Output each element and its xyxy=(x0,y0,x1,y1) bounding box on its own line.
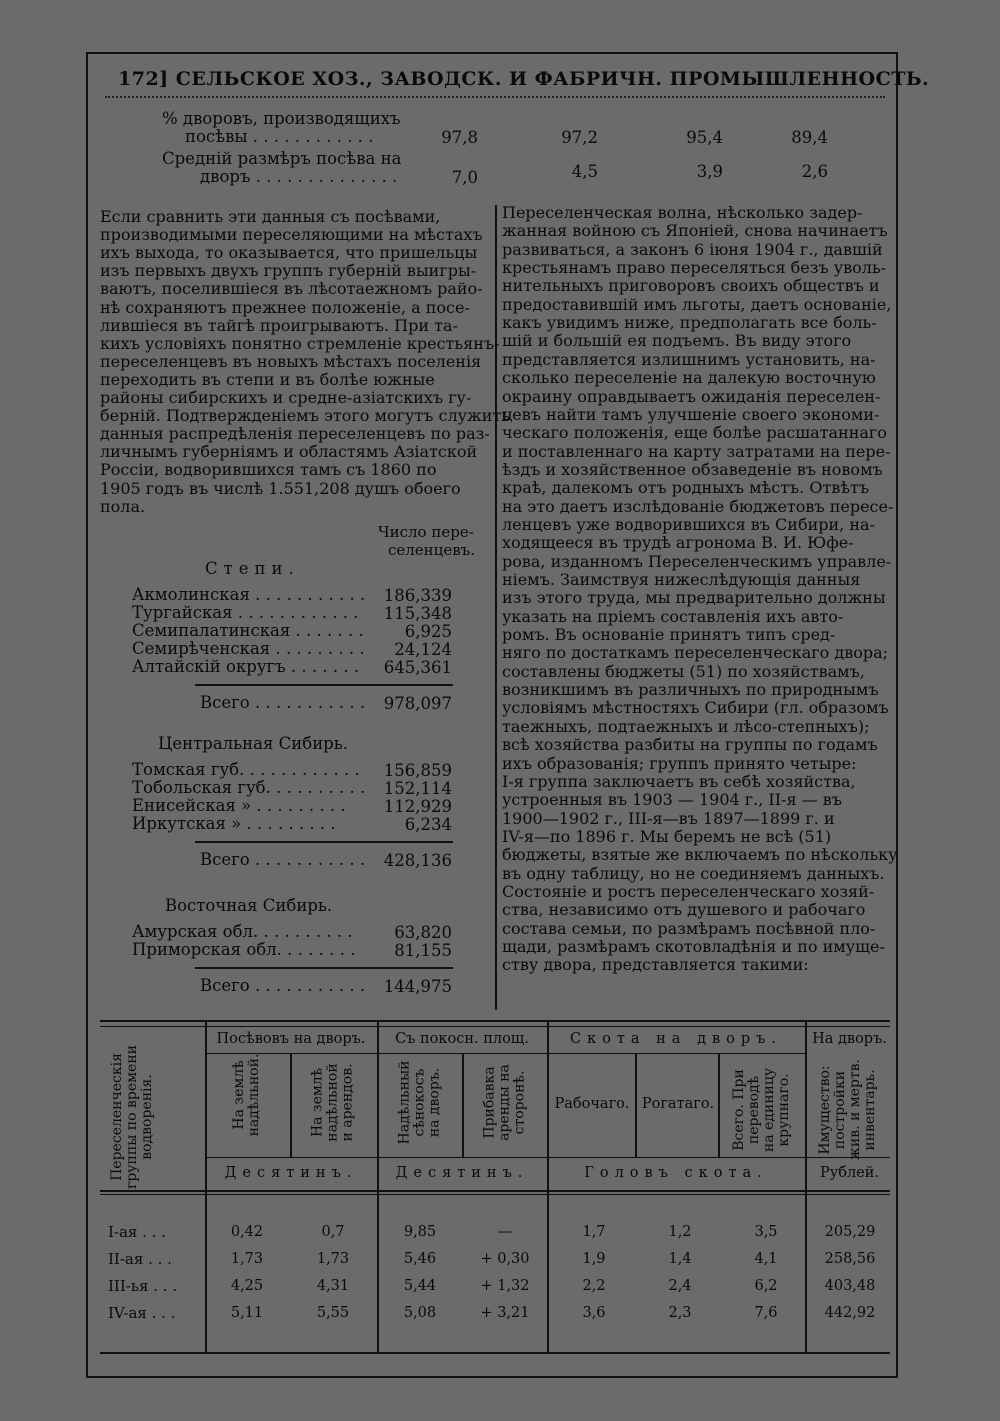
paragraph-line: бюджеты, взятые же включаемъ по нѣскольку xyxy=(502,845,898,865)
table-row-group: I-ая . . . xyxy=(108,1223,167,1241)
paragraph-line: переселенцевъ въ новыхъ мѣстахъ поселенія xyxy=(100,351,482,371)
region-name: Акмолинская . . . . . . . . . . . xyxy=(132,585,366,604)
paragraph-line: и поставленнаго на карту затратами на пере- xyxy=(502,441,891,461)
region-name: Амурская обл. . . . . . . . . . xyxy=(132,922,353,941)
table-cell: 2,3 xyxy=(668,1305,692,1321)
table-cell: 0,7 xyxy=(321,1224,345,1240)
table-cell: 3,5 xyxy=(754,1224,778,1240)
table-vrule xyxy=(290,1053,292,1157)
table-cell: + 3,21 xyxy=(480,1305,530,1321)
column-head xyxy=(311,1053,356,1153)
top-row-value: 7,0 xyxy=(451,168,478,187)
total-value: 978,097 xyxy=(383,694,452,713)
table-row-group: III-ья . . . xyxy=(108,1277,178,1295)
paragraph-line: краѣ, далекомъ отъ родныхъ мѣстъ. Отвѣтъ xyxy=(502,478,870,498)
column-head-line: и арендов. xyxy=(339,1063,356,1142)
stub-head: Переселенческія группы по времени водворенія. xyxy=(109,1045,155,1189)
column-head xyxy=(483,1053,528,1153)
table-cell: + 0,30 xyxy=(480,1251,530,1267)
table-cell: 403,48 xyxy=(824,1278,876,1294)
total-label: Всего . . . . . . . . . . . xyxy=(200,976,366,995)
top-row-label: посѣвы . . . . . . . . . . . . xyxy=(185,127,374,146)
table-vrule xyxy=(377,1022,379,1352)
column-head-line: Прибавка xyxy=(481,1066,498,1139)
top-row-value: 4,5 xyxy=(571,162,598,181)
paragraph-line: Если сравнить эти данныя съ посѣвами, xyxy=(100,207,441,226)
paragraph-line: изъ первыхъ двухъ группъ губерній выигры- xyxy=(100,261,477,281)
table-cell: 5,11 xyxy=(230,1305,264,1321)
region-name: Приморская обл. . . . . . . . xyxy=(132,940,356,959)
column-head-line: переводѣ xyxy=(746,1075,762,1145)
paragraph-line: пола. xyxy=(100,496,146,516)
table-cell: 9,85 xyxy=(403,1224,437,1240)
total-rule xyxy=(195,967,453,969)
column-head xyxy=(398,1053,443,1153)
running-header xyxy=(88,60,930,98)
paragraph-line: ѣздъ и хозяйственное обзаведеніе въ новомъ xyxy=(502,459,883,479)
paragraph-line: развиваться, а законъ 6 іюня 1904 г., давшій xyxy=(502,239,883,259)
paragraph-line: рова, изданномъ Переселенческимъ управле- xyxy=(502,551,892,571)
table-top-rule xyxy=(100,1020,890,1022)
region-name: Тобольская губ. . . . . . . . . . xyxy=(132,778,366,797)
region-name: Тургайская . . . . . . . . . . . . xyxy=(132,603,359,622)
table-bottom-rule xyxy=(100,1352,890,1354)
table-cell: 1,73 xyxy=(230,1251,264,1267)
table-cell: 258,56 xyxy=(824,1251,876,1267)
total-value: 428,136 xyxy=(383,851,452,870)
paragraph-line: шій и большій ея подъемъ. Въ виду этого xyxy=(502,331,852,351)
table-row-group: IV-ая . . . xyxy=(108,1304,176,1322)
column-head-line: постройки xyxy=(832,1070,848,1150)
paragraph-line: возникшимъ въ различныхъ по природнымъ xyxy=(502,680,879,700)
paragraph-line: условіямъ мѣстностяхъ Сибири (гл. образомъ xyxy=(502,698,889,718)
table-cell: + 1,32 xyxy=(480,1278,530,1294)
total-label: Всего . . . . . . . . . . . xyxy=(200,850,366,869)
column-head-line: сторонѣ. xyxy=(511,1070,528,1135)
region-value: 6,925 xyxy=(404,622,452,641)
table-cell: 2,4 xyxy=(668,1278,692,1294)
table-vrule xyxy=(547,1022,549,1352)
top-row-label: % дворовъ, производящихъ xyxy=(162,109,401,128)
paragraph-line: предоставившій имъ льготы, даетъ основаніе, xyxy=(502,294,892,314)
region-value: 152,114 xyxy=(383,779,452,798)
group-head: Съ покосн. площ. xyxy=(395,1031,529,1047)
region-value: 81,155 xyxy=(394,941,452,960)
region-value: 645,361 xyxy=(383,658,452,677)
table-cell: 5,08 xyxy=(403,1305,437,1321)
region-name: Иркутская » . . . . . . . . . xyxy=(132,814,336,833)
column-head: Рогатаго. xyxy=(641,1096,715,1112)
table-cell: 5,44 xyxy=(403,1278,437,1294)
paragraph-line: ніемъ. Заимствуя нижеслѣдующія данныя xyxy=(502,570,861,589)
top-row-value: 95,4 xyxy=(686,128,723,147)
region-name: Алтайскій округъ . . . . . . . xyxy=(132,657,360,676)
paragraph-line: жанная войною съ Японіей, снова начинаетъ xyxy=(502,221,888,241)
paragraph-line: I-я группа заключаетъ въ себѣ хозяйства, xyxy=(502,771,856,791)
paragraph-line: лившіеся въ тайгѣ проигрываютъ. При та- xyxy=(100,315,458,335)
table-cell: — xyxy=(497,1224,513,1240)
paragraph-line: представляется излишнимъ установить, на- xyxy=(502,349,876,369)
paragraph-line: нительныхъ приговоровъ своихъ обществъ и xyxy=(502,276,880,296)
group-head: Посѣвовъ на дворъ. xyxy=(216,1031,366,1047)
group-head: На дворъ. xyxy=(812,1031,887,1047)
paragraph-line: переходить въ степи и въ болѣе южные xyxy=(100,369,435,389)
region-value: 186,339 xyxy=(383,586,452,605)
column-head-line: надѣльной. xyxy=(246,1053,262,1137)
table-cell: 0,42 xyxy=(230,1224,264,1240)
table-cell: 5,55 xyxy=(316,1305,350,1321)
group-head: Скота на дворъ. xyxy=(569,1031,783,1047)
head-bottom-rule-inner xyxy=(100,1194,890,1195)
region-value: 115,348 xyxy=(383,604,452,623)
paragraph-line: ческаго положенія, еще болѣе расшатаннаго xyxy=(502,423,887,443)
paragraph-line: Состояніе и ростъ переселенческаго хозяй- xyxy=(502,881,875,901)
top-row-label: Средній размѣръ посѣва на xyxy=(162,149,402,168)
paragraph-line: таежныхъ, подтаежныхъ и лѣсо-степныхъ); xyxy=(502,716,870,736)
unit-head: Головъ скота. xyxy=(584,1165,768,1181)
paragraph-line: состава семьи, по размѣрамъ посѣвной пло- xyxy=(502,918,876,938)
section-title: Степи. xyxy=(205,559,300,578)
column-head xyxy=(732,1060,792,1160)
top-row-value: 3,9 xyxy=(696,162,723,181)
top-row-label: дворъ . . . . . . . . . . . . . . xyxy=(200,167,398,186)
paragraph-line: ства, независимо отъ душевого и рабочаго xyxy=(502,900,866,920)
table-cell: 4,31 xyxy=(316,1278,350,1294)
paragraph-line: цевъ найти тамъ улучшеніе своего экономи- xyxy=(502,404,880,424)
region-name: Семирѣченская . . . . . . . . . xyxy=(132,639,365,658)
column-head-line: На землѣ xyxy=(231,1060,247,1130)
paragraph-line: ству двора, представляется такими: xyxy=(502,955,809,975)
paragraph-line: районы сибирскихъ и средне-азіатскихъ гу- xyxy=(100,388,472,407)
unit-head: Рублей. xyxy=(819,1165,880,1181)
paragraph-line: сколько переселеніе на далекую восточную xyxy=(502,368,876,388)
column-head: селенцевъ. xyxy=(388,541,475,559)
unit-head: Десятинъ. xyxy=(395,1165,529,1181)
section-title: Центральная Сибирь. xyxy=(158,734,348,753)
paragraph-line: какъ увидимъ ниже, предполагать все боль- xyxy=(502,313,877,333)
top-row-value: 2,6 xyxy=(801,162,828,181)
table-vrule xyxy=(205,1022,207,1352)
column-head-line: на дворъ. xyxy=(426,1067,443,1138)
total-rule xyxy=(195,841,453,843)
column-divider xyxy=(495,205,497,1010)
region-name: Енисейская » . . . . . . . . . xyxy=(132,796,346,815)
table-cell: 3,6 xyxy=(582,1305,606,1321)
region-name: Томская губ. . . . . . . . . . . . xyxy=(132,760,360,779)
table-cell: 2,2 xyxy=(582,1278,606,1294)
paragraph-line: 1905 годъ въ числѣ 1.551,208 душъ обоего xyxy=(100,478,461,498)
paragraph-line: устроенныя въ 1903 — 1904 г., II-я — въ xyxy=(502,790,842,810)
paragraph-line: въ одну таблицу, но не соединяемъ данныхъ. xyxy=(502,863,885,883)
total-value: 144,975 xyxy=(383,977,452,996)
paragraph-line: на это даетъ изслѣдованіе бюджетовъ пересе- xyxy=(502,496,894,516)
section-title: Восточная Сибирь. xyxy=(165,896,333,915)
paragraph-line: ромъ. Въ основаніе принятъ типъ сред- xyxy=(502,625,836,645)
paragraph-line: указать на пріемъ составленія ихъ авто- xyxy=(502,606,844,626)
paragraph-line: Переселенческая волна, нѣсколько задер- xyxy=(502,203,863,222)
table-cell: 1,4 xyxy=(668,1251,692,1267)
column-head-line: На землѣ xyxy=(309,1067,326,1138)
table-cell: 7,6 xyxy=(754,1305,778,1321)
column-head-line: Всего. При xyxy=(731,1069,747,1151)
column-head-line: Имущество: xyxy=(817,1065,833,1155)
table-cell: 5,46 xyxy=(403,1251,437,1267)
column-head-line: жив. и мертв. xyxy=(847,1059,863,1160)
table-cell: 1,2 xyxy=(668,1224,692,1240)
paragraph-line: нѣ сохраняютъ прежнее положеніе, а посе- xyxy=(100,297,470,317)
table-cell: 205,29 xyxy=(824,1224,876,1240)
paragraph-line: IV-я—по 1896 г. Мы беремъ не всѣ (51) xyxy=(502,826,832,846)
column-head-line: крупнаго. xyxy=(776,1073,792,1147)
paragraph-line: Россіи, водворившихся тамъ съ 1860 по xyxy=(100,460,437,480)
top-row-value: 97,2 xyxy=(561,128,598,147)
header-text: 172] СЕЛЬСКОЕ ХОЗ., ЗАВОДСК. И ФАБРИЧН. ПРОМЫШЛЕННОСТЬ. xyxy=(118,68,930,90)
paragraph-line: изъ этого труда, мы предварительно должны xyxy=(502,588,886,608)
region-name: Семипалатинская . . . . . . . xyxy=(132,621,364,640)
region-value: 112,929 xyxy=(383,797,452,816)
column-head-line: сѣнокосъ xyxy=(411,1068,428,1137)
table-row-group: II-ая . . . xyxy=(108,1250,172,1268)
column-head: Число пере- xyxy=(378,523,474,541)
paragraph-line: окраину оправдываетъ ожиданія переселен- xyxy=(502,386,881,406)
column-head: Рабочаго. xyxy=(554,1096,630,1112)
paragraph-line: крестьянамъ право переселяться безъ уволь- xyxy=(502,258,887,278)
top-row-value: 89,4 xyxy=(791,128,828,147)
region-value: 6,234 xyxy=(404,815,452,834)
column-head-line: инвентарь. xyxy=(862,1069,878,1151)
paragraph-line: всѣ хозяйства разбиты на группы по годамъ xyxy=(502,735,878,755)
column-head-line: Надѣльный xyxy=(396,1060,413,1145)
table-cell: 4,1 xyxy=(754,1251,778,1267)
table-top-rule-inner xyxy=(100,1026,890,1027)
paragraph-line: данныя распредѣленія переселенцевъ по раз- xyxy=(100,424,490,444)
paragraph-line: ваютъ, поселившіеся въ лѣсотаежномъ райо- xyxy=(100,279,483,299)
paragraph-line: ихъ выхода, то оказывается, что пришельцы xyxy=(100,243,478,263)
table-cell: 6,2 xyxy=(754,1278,778,1294)
total-rule xyxy=(195,684,453,686)
top-row-value: 97,8 xyxy=(441,128,478,147)
table-cell: 1,7 xyxy=(582,1224,606,1240)
paragraph-line: щади, размѣрамъ скотовладѣнія и по имуще- xyxy=(502,937,885,956)
paragraph-line: берній. Подтвержденіемъ этого могутъ служить xyxy=(100,406,510,426)
column-head xyxy=(232,1045,262,1145)
unit-head: Десятинъ. xyxy=(224,1165,358,1181)
paragraph-line: составлены бюджеты (51) по хозяйствамъ, xyxy=(502,661,865,681)
table-vrule xyxy=(462,1053,464,1157)
column-head xyxy=(818,1060,878,1160)
region-value: 156,859 xyxy=(383,761,452,780)
table-cell: 1,73 xyxy=(316,1251,350,1267)
paragraph-line: производимыми переселяющими на мѣстахъ xyxy=(100,225,483,245)
region-value: 63,820 xyxy=(394,923,452,942)
table-cell: 4,25 xyxy=(230,1278,264,1294)
paragraph-line: ихъ образованія; группъ принято четыре: xyxy=(502,753,857,773)
total-label: Всего . . . . . . . . . . . xyxy=(200,693,366,712)
paragraph-line: 1900—1902 г., III-я—въ 1897—1899 г. и xyxy=(502,808,835,828)
column-head-line: на единицу xyxy=(761,1067,777,1153)
paragraph-line: ходящееся въ трудѣ агронома В. И. Юфе- xyxy=(502,533,854,553)
region-value: 24,124 xyxy=(394,640,452,659)
table-cell: 442,92 xyxy=(824,1305,876,1321)
header-ornament xyxy=(105,96,885,106)
paragraph-line: няго по достаткамъ переселенческаго двора; xyxy=(502,643,889,663)
column-head-line: надѣльной xyxy=(324,1063,341,1142)
head-bottom-rule xyxy=(100,1190,890,1192)
paragraph-line: кихъ условіяхъ понятно стремленіе крестьянъ- xyxy=(100,333,500,353)
table-cell: 1,9 xyxy=(582,1251,606,1267)
paragraph-line: ленцевъ уже водворившихся въ Сибири, на- xyxy=(502,514,875,534)
column-head-line: аренды на xyxy=(496,1064,513,1141)
table-vrule xyxy=(805,1022,807,1352)
paragraph-line: личнымъ губерніямъ и областямъ Азіатской xyxy=(100,442,478,462)
